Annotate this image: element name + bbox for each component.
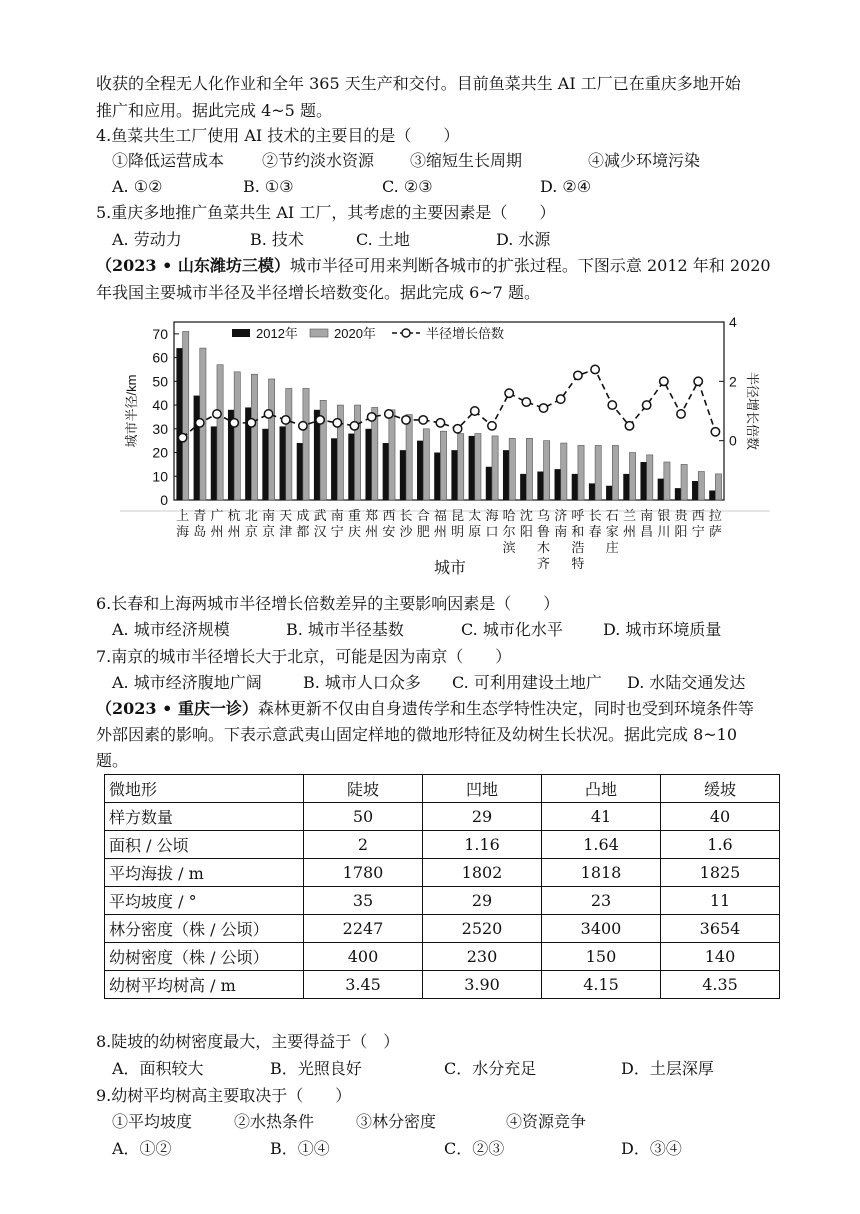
passage2-line-1: [96, 254, 771, 278]
x-tick-label: 沈阳: [519, 509, 533, 540]
growth-ratio-point: [677, 410, 685, 418]
legend-swatch-2020: [310, 329, 328, 337]
y-axis-label: 城市半径/km: [124, 374, 139, 448]
q4-option-d: D. ②④: [540, 177, 592, 196]
q9-item-1: ①平均坡度: [112, 1112, 193, 1131]
table-cell: 23: [542, 887, 661, 915]
bar-2012: [623, 474, 629, 500]
passage3-text-1: 森林更新不仅由自身遗传学和生态学特性决定，同时也受到环境条件等: [257, 699, 754, 718]
bar-2012: [606, 486, 612, 500]
y2-axis-label: 半径增长倍数: [745, 371, 760, 451]
bar-2012: [262, 429, 268, 500]
bar-2020: [251, 374, 257, 500]
passage3-source: （2023 • 重庆一诊）: [96, 699, 258, 718]
bar-2020: [286, 388, 292, 500]
table-cell: 1802: [423, 859, 542, 887]
table-header-cell: 凸地: [542, 775, 661, 803]
bar-2012: [589, 483, 595, 500]
x-tick-label: 重庆: [347, 509, 361, 540]
x-tick-label: 西宁: [691, 509, 705, 540]
q7-option-c: C. 可利用建设土地广: [452, 673, 602, 692]
legend-label-2020: 2020年: [334, 326, 376, 341]
growth-ratio-point: [488, 422, 496, 430]
bar-2012: [297, 443, 303, 500]
q4-option-a: A. ①②: [112, 177, 163, 196]
q8-option-a: A．面积较大: [112, 1059, 204, 1078]
y-tick-label: 20: [152, 444, 168, 461]
table-cell: 样方数量: [105, 803, 304, 831]
table-cell: 4.15: [542, 971, 661, 999]
q7-option-b: B. 城市人口众多: [303, 673, 421, 692]
growth-ratio-point: [264, 410, 272, 418]
q6-stem: 6.长春和上海两城市半径增长倍数差异的主要影响因素是（ ）: [96, 594, 560, 613]
growth-ratio-point: [642, 401, 650, 409]
table-cell: 平均坡度 / °: [105, 887, 304, 915]
q9-item-3: ③林分密度: [356, 1112, 437, 1131]
bar-2020: [406, 415, 412, 500]
table-cell: 400: [304, 943, 423, 971]
bar-2020: [354, 405, 360, 500]
table-cell: 3.45: [304, 971, 423, 999]
table-row: [105, 915, 780, 943]
q8-option-c: C．水分充足: [444, 1059, 537, 1078]
table-header-cell: 凹地: [423, 775, 542, 803]
y-tick-label: 50: [152, 373, 168, 390]
table-cell: 2: [304, 831, 423, 859]
q6-option-b: B. 城市半径基数: [286, 620, 404, 639]
growth-ratio-point: [453, 425, 461, 433]
table-header-cell: 陡坡: [304, 775, 423, 803]
bar-2020: [526, 438, 532, 500]
bar-2020: [715, 474, 721, 500]
table-cell: 29: [423, 803, 542, 831]
growth-ratio-point: [350, 422, 358, 430]
passage3-line-1: [96, 697, 754, 721]
table-row: [105, 971, 780, 999]
x-tick-label: 合肥: [416, 509, 430, 540]
bar-2020: [509, 438, 515, 500]
q6-option-a: A. 城市经济规模: [112, 620, 230, 639]
growth-ratio-point: [196, 419, 204, 427]
q4-item-3: ③缩短生长周期: [410, 151, 523, 170]
y-tick-label: 10: [152, 468, 168, 485]
table-header-cell: 缓坡: [661, 775, 780, 803]
table-header-cell: 微地形: [105, 775, 304, 803]
table-cell: 幼树密度（株 / 公顷）: [105, 943, 304, 971]
q5-option-a: A. 劳动力: [112, 230, 182, 249]
table-header-row: [105, 775, 780, 803]
q5-stem: 5.重庆多地推广鱼菜共生 AI 工厂，其考虑的主要因素是（ ）: [96, 203, 556, 222]
bar-2020: [698, 472, 704, 500]
bar-2020: [303, 388, 309, 500]
growth-ratio-point: [419, 416, 427, 424]
growth-ratio-point: [539, 404, 547, 412]
x-tick-label: 青岛: [193, 509, 207, 540]
q5-option-c: C. 土地: [356, 230, 410, 249]
table-cell: 2520: [423, 915, 542, 943]
city-radius-chart: [120, 312, 770, 582]
x-tick-label: 南宁: [330, 509, 344, 540]
table-cell: 41: [542, 803, 661, 831]
y-tick-label: 0: [160, 492, 168, 508]
intro-line-1: 收获的全程无人化作业和全年 365 天生产和交付。目前鱼菜共生 AI 工厂已在重庆多地开始: [96, 74, 741, 93]
growth-ratio-point: [694, 377, 702, 385]
table-cell: 11: [661, 887, 780, 915]
table-cell: 29: [423, 887, 542, 915]
x-tick-label: 南昌: [640, 509, 654, 540]
x-tick-label: 北京: [244, 509, 258, 540]
passage3-line-3: 题。: [96, 751, 129, 770]
bar-2012: [400, 450, 406, 500]
q7-stem: 7.南京的城市半径增长大于北京，可能是因为南京（ ）: [96, 647, 512, 666]
growth-ratio-point: [591, 365, 599, 373]
x-tick-label: 郑州: [365, 509, 379, 540]
bar-2020: [389, 410, 395, 500]
growth-ratio-point: [333, 419, 341, 427]
x-tick-label: 成都: [296, 509, 310, 540]
y-tick-label: 30: [152, 420, 168, 437]
x-tick-label: 杭州: [227, 509, 241, 540]
growth-ratio-point: [557, 395, 565, 403]
bar-2012: [709, 491, 715, 500]
q4-item-1: ①降低运营成本: [112, 151, 225, 170]
x-tick-label: 银川: [657, 509, 671, 540]
growth-ratio-point: [625, 422, 633, 430]
bar-2012: [572, 474, 578, 500]
bar-2020: [458, 434, 464, 500]
bar-2012: [503, 450, 509, 500]
table-cell: 3.90: [423, 971, 542, 999]
bar-2012: [555, 469, 561, 500]
bar-2020: [492, 436, 498, 500]
growth-ratio-point: [299, 422, 307, 430]
table-cell: 1.64: [542, 831, 661, 859]
growth-ratio-point: [711, 428, 719, 436]
growth-ratio-point: [213, 410, 221, 418]
x-tick-label: 兰州: [622, 509, 636, 540]
x-tick-label: 西安: [382, 509, 396, 540]
growth-ratio-point: [608, 401, 616, 409]
table-cell: 林分密度（株 / 公顷）: [105, 915, 304, 943]
passage3-line-2: 外部因素的影响。下表示意武夷山固定样地的微地形特征及幼树生长状况。据此完成 8~10: [96, 725, 738, 744]
q5-option-b: B. 技术: [250, 230, 304, 249]
q6-option-c: C. 城市化水平: [461, 620, 563, 639]
growth-ratio-point: [247, 419, 255, 427]
q9-stem: 9.幼树平均树高主要取决于（ ）: [96, 1086, 352, 1105]
y2-tick-label: 0: [729, 432, 737, 449]
x-tick-label: 福州: [433, 509, 447, 540]
table-cell: 140: [661, 943, 780, 971]
table-row: [105, 943, 780, 971]
q9-option-c: C．②③: [444, 1139, 505, 1158]
table-cell: 面积 / 公顷: [105, 831, 304, 859]
growth-ratio-point: [316, 416, 324, 424]
passage2-text-1: 城市半径可用来判断各城市的扩张过程。下图示意 2012 年和 2020: [289, 256, 771, 275]
intro-line-2: 推广和应用。据此完成 4~5 题。: [96, 101, 332, 120]
x-tick-label: 上海: [176, 509, 190, 540]
growth-ratio-point: [471, 407, 479, 415]
y2-tick-label: 4: [729, 314, 737, 330]
x-axis-label: 城市: [433, 558, 467, 577]
bar-2012: [176, 348, 182, 500]
growth-ratio-point: [178, 434, 186, 442]
bar-2020: [595, 445, 601, 500]
table-cell: 40: [661, 803, 780, 831]
bar-2012: [434, 453, 440, 500]
bar-2020: [183, 331, 189, 500]
bar-2020: [629, 453, 635, 500]
bar-2020: [664, 462, 670, 500]
legend-swatch-2012: [232, 329, 250, 337]
bar-2020: [440, 431, 446, 500]
q4-option-c: C. ②③: [382, 177, 433, 196]
bar-2012: [194, 396, 200, 500]
y-tick-label: 60: [152, 349, 168, 366]
bar-2020: [681, 464, 687, 500]
table-cell: 35: [304, 887, 423, 915]
bar-2012: [211, 426, 217, 500]
x-tick-label: 昆明: [451, 509, 465, 540]
bar-2012: [383, 443, 389, 500]
bar-2020: [561, 443, 567, 500]
x-tick-label: 哈尔滨: [502, 509, 516, 556]
q5-option-d: D. 水源: [496, 230, 551, 249]
x-tick-label: 广州: [210, 509, 224, 540]
table-cell: 50: [304, 803, 423, 831]
growth-ratio-point: [230, 419, 238, 427]
x-tick-label: 石家庄: [605, 509, 619, 556]
q8-option-b: B．光照良好: [270, 1059, 362, 1078]
x-tick-label: 长春: [588, 509, 602, 540]
table-cell: 150: [542, 943, 661, 971]
x-tick-label: 海口: [485, 509, 499, 540]
bar-2012: [537, 472, 543, 500]
table-cell: 3654: [661, 915, 780, 943]
q4-item-4: ④减少环境污染: [588, 151, 701, 170]
table-row: [105, 831, 780, 859]
x-tick-label: 太原: [468, 509, 482, 540]
bar-2020: [423, 429, 429, 500]
x-tick-label: 南京: [262, 509, 276, 540]
table-cell: 4.35: [661, 971, 780, 999]
table-cell: 1.6: [661, 831, 780, 859]
table-cell: 1818: [542, 859, 661, 887]
growth-ratio-point: [282, 416, 290, 424]
x-tick-label: 贵阳: [674, 509, 688, 540]
bar-2020: [269, 379, 275, 500]
bar-2020: [234, 372, 240, 500]
table-cell: 2247: [304, 915, 423, 943]
bar-2012: [280, 426, 286, 500]
bar-2012: [640, 462, 646, 500]
x-tick-label: 武汉: [313, 509, 327, 540]
q9-option-b: B．①④: [270, 1139, 330, 1158]
bar-2012: [520, 474, 526, 500]
growth-ratio-point: [522, 398, 530, 406]
bar-2012: [417, 441, 423, 500]
q4-item-2: ②节约淡水资源: [262, 151, 375, 170]
q9-item-2: ②水热条件: [234, 1112, 315, 1131]
growth-ratio-point: [385, 410, 393, 418]
passage2-source: （2023 • 山东潍坊三模）: [96, 256, 290, 275]
bar-2020: [475, 434, 481, 500]
x-tick-label: 济南: [554, 509, 568, 540]
bar-2012: [348, 434, 354, 500]
q4-stem: 4.鱼菜共生工厂使用 AI 技术的主要目的是（ ）: [96, 126, 460, 145]
bar-2012: [486, 467, 492, 500]
bar-2020: [544, 441, 550, 500]
q7-option-d: D. 水陆交通发达: [627, 673, 746, 692]
table-row: [105, 803, 780, 831]
legend-label-2012: 2012年: [256, 326, 298, 341]
bar-2012: [675, 488, 681, 500]
passage2-line-2: 年我国主要城市半径及半径增长培数变化。据此完成 6~7 题。: [96, 283, 540, 302]
x-tick-label: 天津: [279, 509, 293, 540]
legend-swatch-ratio-point: [402, 329, 410, 337]
x-tick-label: 呼和浩特: [571, 509, 585, 572]
table-cell: 平均海拔 / m: [105, 859, 304, 887]
bar-2012: [469, 436, 475, 500]
bar-2020: [612, 445, 618, 500]
y2-tick-label: 2: [729, 373, 737, 390]
microterrain-table: [104, 774, 780, 999]
table-cell: 230: [423, 943, 542, 971]
table-cell: 幼树平均树高 / m: [105, 971, 304, 999]
legend-label-ratio: 半径增长倍数: [426, 326, 505, 341]
q9-option-a: A．①②: [112, 1139, 172, 1158]
y-tick-label: 40: [152, 397, 168, 414]
table-cell: 1.16: [423, 831, 542, 859]
bar-2012: [658, 479, 664, 500]
growth-ratio-point: [436, 419, 444, 427]
bar-2012: [365, 429, 371, 500]
bar-2020: [647, 455, 653, 500]
table-cell: 1825: [661, 859, 780, 887]
table-row: [105, 859, 780, 887]
q7-option-a: A. 城市经济腹地广阔: [112, 673, 262, 692]
bar-2020: [578, 445, 584, 500]
q8-stem: 8.陡坡的幼树密度最大，主要得益于（ ）: [96, 1032, 400, 1051]
growth-ratio-point: [660, 377, 668, 385]
bar-2020: [217, 365, 223, 500]
table-row: [105, 887, 780, 915]
bar-2012: [692, 481, 698, 500]
growth-ratio-point: [402, 416, 410, 424]
q6-option-d: D. 城市环境质量: [603, 620, 722, 639]
x-tick-label: 拉萨: [708, 509, 722, 540]
q4-option-b: B. ①③: [243, 177, 294, 196]
y-tick-label: 70: [152, 325, 168, 342]
table-cell: 3400: [542, 915, 661, 943]
x-tick-label: 长沙: [399, 509, 413, 540]
bar-2012: [331, 438, 337, 500]
x-tick-label: 乌鲁木齐: [537, 509, 551, 572]
q9-item-4: ④资源竞争: [506, 1112, 587, 1131]
table-cell: 1780: [304, 859, 423, 887]
growth-ratio-line: [183, 369, 716, 437]
bar-2012: [451, 450, 457, 500]
q8-option-d: D．土层深厚: [621, 1059, 714, 1078]
q9-option-d: D．③④: [621, 1139, 682, 1158]
growth-ratio-point: [505, 389, 513, 397]
growth-ratio-point: [367, 413, 375, 421]
growth-ratio-point: [574, 371, 582, 379]
